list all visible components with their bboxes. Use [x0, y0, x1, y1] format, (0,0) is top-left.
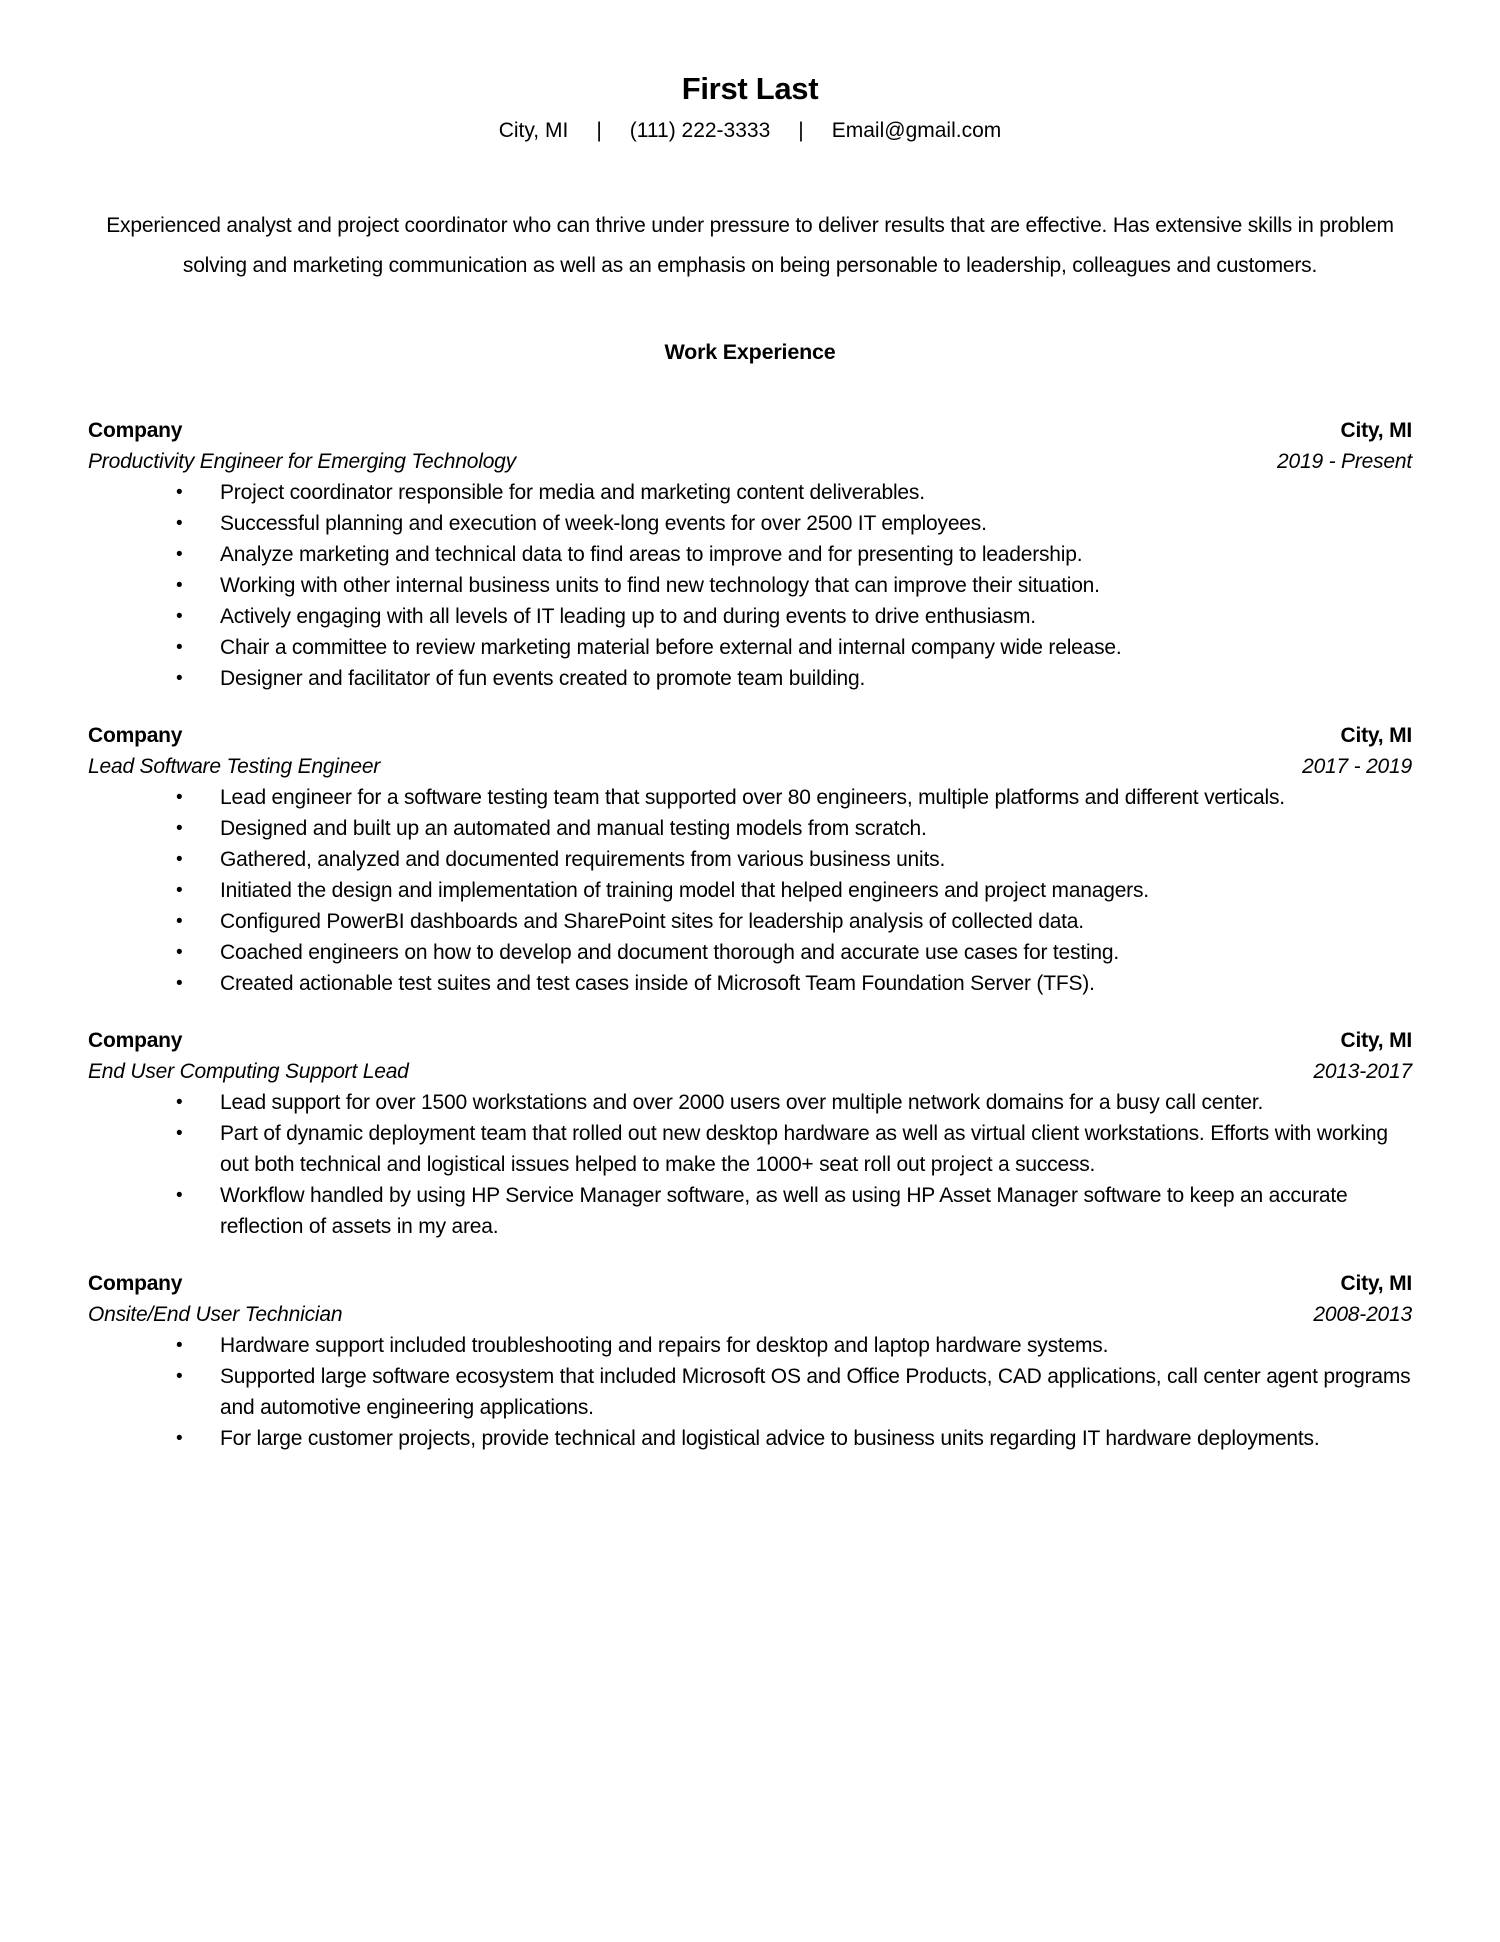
job-header-row	[88, 720, 1412, 751]
bullet-item	[176, 632, 1412, 663]
bullet-item	[176, 813, 1412, 844]
job-dates: 2013-2017	[1313, 1060, 1412, 1084]
bullet-text: Successful planning and execution of week-long events for over 2500 IT employees.	[220, 512, 987, 536]
bullet-item	[176, 968, 1412, 999]
company-name: Company	[88, 419, 183, 443]
summary-paragraph: Experienced analyst and project coordinator who can thrive under pressure to deliver results that are effective. Has extensive skills in problem solving and marketing communication as well as an emphasis on being personable to leadership, colleagues and customers.	[106, 214, 1394, 278]
bullet-list	[88, 782, 1412, 999]
bullet-icon: •	[176, 544, 183, 566]
bullet-icon: •	[176, 973, 183, 995]
bullet-item	[176, 539, 1412, 570]
bullet-item	[176, 1330, 1412, 1361]
job-entry	[88, 1025, 1412, 1242]
bullet-icon: •	[176, 1123, 183, 1145]
job-header-row	[88, 415, 1412, 446]
bullet-text: Project coordinator responsible for media and marketing content deliverables.	[220, 481, 925, 505]
bullet-icon: •	[176, 1366, 183, 1388]
bullet-item	[176, 782, 1412, 813]
bullet-text: Supported large software ecosystem that included Microsoft OS and Office Products, CAD applications, call center agent programs and automotive engineering applications.	[220, 1365, 1411, 1420]
company-name: Company	[88, 1272, 183, 1296]
job-location: City, MI	[1340, 419, 1412, 443]
contact-separator: |	[798, 119, 804, 143]
bullet-text: Part of dynamic deployment team that rolled out new desktop hardware as well as virtual client workstations. Efforts with working out both technical and logistical issues helped to make the 1000+ seat roll out project a success.	[220, 1122, 1388, 1177]
job-title: Onsite/End User Technician	[88, 1303, 343, 1327]
company-name: Company	[88, 724, 183, 748]
bullet-list	[88, 477, 1412, 694]
job-location: City, MI	[1340, 724, 1412, 748]
company-name: Company	[88, 1029, 183, 1053]
job-entry	[88, 1268, 1412, 1454]
bullet-icon: •	[176, 880, 183, 902]
job-location: City, MI	[1340, 1029, 1412, 1053]
bullet-item	[176, 601, 1412, 632]
work-experience-heading: Work Experience	[664, 340, 836, 365]
job-header-row	[88, 1025, 1412, 1056]
bullet-text: Lead engineer for a software testing team that supported over 80 engineers, multiple platforms and different verticals.	[220, 786, 1285, 810]
bullet-text: Configured PowerBI dashboards and SharePoint sites for leadership analysis of collected data.	[220, 910, 1084, 934]
job-title-row	[88, 751, 1412, 782]
job-dates: 2017 - 2019	[1302, 755, 1412, 779]
bullet-text: Actively engaging with all levels of IT leading up to and during events to drive enthusiasm.	[220, 605, 1036, 629]
job-title: Productivity Engineer for Emerging Technology	[88, 450, 516, 474]
bullet-item	[176, 937, 1412, 968]
bullet-list	[88, 1087, 1412, 1242]
contact-separator: |	[596, 119, 602, 143]
bullet-text: Initiated the design and implementation of training model that helped engineers and project managers.	[220, 879, 1149, 903]
bullet-icon: •	[176, 1185, 183, 1207]
job-entry	[88, 415, 1412, 694]
contact-email: Email@gmail.com	[831, 119, 1002, 143]
bullet-item	[176, 875, 1412, 906]
bullet-icon: •	[176, 818, 183, 840]
bullet-icon: •	[176, 942, 183, 964]
bullet-item	[176, 1180, 1412, 1242]
bullet-item	[176, 1087, 1412, 1118]
job-title-row	[88, 446, 1412, 477]
candidate-name: First Last	[681, 71, 819, 106]
bullet-item	[176, 570, 1412, 601]
bullet-icon: •	[176, 668, 183, 690]
job-dates: 2008-2013	[1313, 1303, 1412, 1327]
bullet-icon: •	[176, 637, 183, 659]
bullet-icon: •	[176, 482, 183, 504]
bullet-icon: •	[176, 575, 183, 597]
bullet-text: Workflow handled by using HP Service Manager software, as well as using HP Asset Manager software to keep an accurate reflection of assets in my area.	[220, 1184, 1348, 1239]
bullet-icon: •	[176, 849, 183, 871]
bullet-list	[88, 1330, 1412, 1454]
contact-phone: (111) 222-3333	[629, 119, 771, 143]
bullet-item	[176, 844, 1412, 875]
bullet-icon: •	[176, 1092, 183, 1114]
bullet-icon: •	[176, 911, 183, 933]
job-entry	[88, 720, 1412, 999]
job-title-row	[88, 1056, 1412, 1087]
bullet-icon: •	[176, 787, 183, 809]
bullet-text: Chair a committee to review marketing material before external and internal company wide release.	[220, 636, 1122, 660]
contact-location: City, MI	[498, 119, 569, 143]
bullet-icon: •	[176, 1335, 183, 1357]
bullet-text: Working with other internal business units to find new technology that can improve their situation.	[220, 574, 1100, 598]
bullet-text: Analyze marketing and technical data to find areas to improve and for presenting to leadership.	[220, 543, 1083, 567]
job-header-row	[88, 1268, 1412, 1299]
bullet-icon: •	[176, 606, 183, 628]
bullet-text: Coached engineers on how to develop and document thorough and accurate use cases for testing.	[220, 941, 1120, 965]
bullet-item	[176, 477, 1412, 508]
bullet-item	[176, 508, 1412, 539]
bullet-text: Lead support for over 1500 workstations and over 2000 users over multiple network domains for a busy call center.	[220, 1091, 1264, 1115]
job-list	[88, 415, 1412, 1454]
bullet-icon: •	[176, 1428, 183, 1450]
bullet-text: For large customer projects, provide technical and logistical advice to business units regarding IT hardware deployments.	[220, 1427, 1320, 1451]
bullet-item	[176, 1118, 1412, 1180]
bullet-item	[176, 1423, 1412, 1454]
contact-line	[88, 117, 1412, 144]
bullet-text: Hardware support included troubleshooting and repairs for desktop and laptop hardware systems.	[220, 1334, 1109, 1358]
bullet-icon: •	[176, 513, 183, 535]
job-dates: 2019 - Present	[1277, 450, 1412, 474]
job-location: City, MI	[1340, 1272, 1412, 1296]
bullet-item	[176, 1361, 1412, 1423]
bullet-text: Designer and facilitator of fun events created to promote team building.	[220, 667, 866, 691]
bullet-item	[176, 663, 1412, 694]
job-title: End User Computing Support Lead	[88, 1060, 409, 1084]
bullet-item	[176, 906, 1412, 937]
job-title-row	[88, 1299, 1412, 1330]
bullet-text: Gathered, analyzed and documented requirements from various business units.	[220, 848, 946, 872]
bullet-text: Designed and built up an automated and manual testing models from scratch.	[220, 817, 927, 841]
job-title: Lead Software Testing Engineer	[88, 755, 381, 779]
bullet-text: Created actionable test suites and test cases inside of Microsoft Team Foundation Server (TFS).	[220, 972, 1095, 996]
